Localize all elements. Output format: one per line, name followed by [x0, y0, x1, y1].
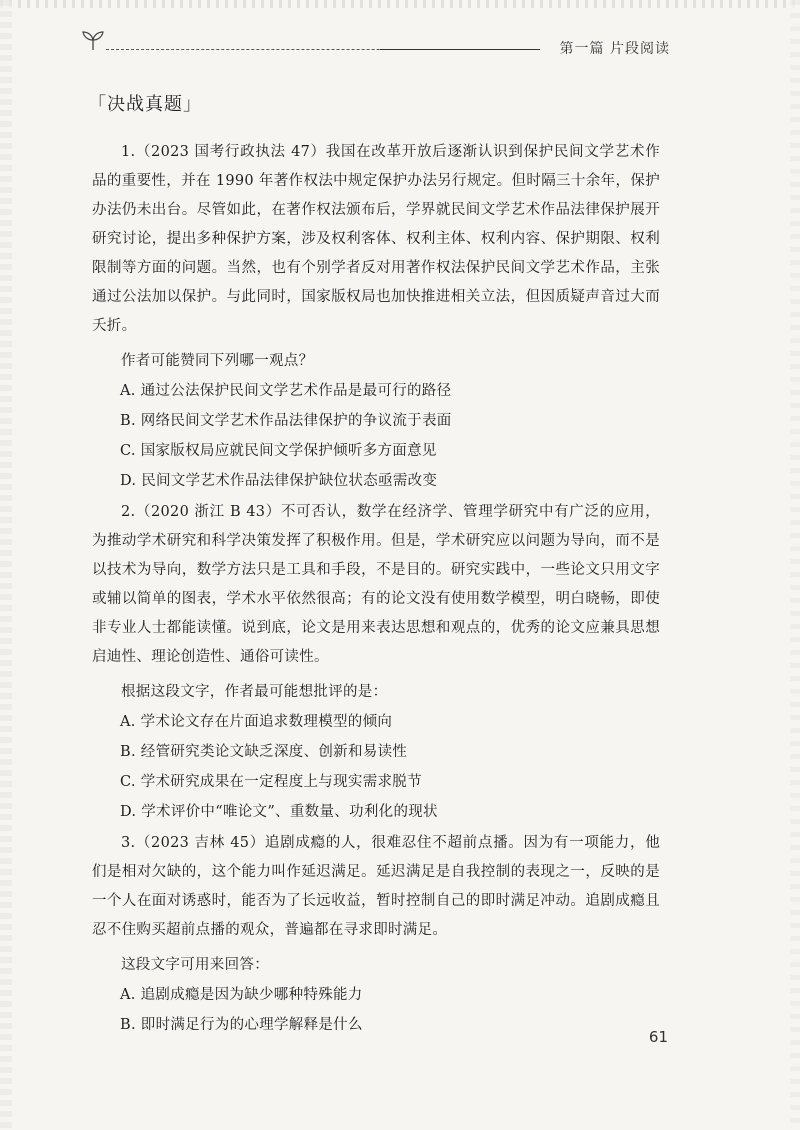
question-passage: 3.（2023 吉林 45）追剧成瘾的人，很难忍住不超前点播。因为有一项能力，他们是相对欠缺的，这个能力叫作延迟满足。延迟满足是自我控制的表现之一，反映的是一个人在面对诱惑时，能否为了长远收益，暂时控制自己的即时满足冲动。追剧成瘾且忍不住购买超前点播的观众，普遍都在寻求即时满足。 — [92, 835, 660, 938]
page-number: 61 — [648, 1028, 668, 1046]
chapter-title: 第一篇 片段阅读 — [559, 41, 670, 57]
question-list — [92, 138, 660, 1042]
option-b: B. 经管研究类论文缺乏深度、创新和易读性 — [120, 744, 408, 760]
question-1 — [92, 138, 660, 496]
question-2 — [92, 498, 660, 827]
section-title: 「决战真题」 — [88, 94, 202, 115]
question-prompt: 这段文字可用来回答： — [121, 957, 269, 973]
option-a: A. 学术论文存在片面追求数理模型的倾向 — [120, 714, 393, 730]
option-b: B. 即时满足行为的心理学解释是什么 — [120, 1017, 363, 1033]
leaf-sprout-icon — [80, 30, 106, 52]
option-d: D. 民间文学艺术作品法律保护缺位状态亟需改变 — [120, 473, 438, 489]
option-a: A. 通过公法保护民间文学艺术作品是最可行的路径 — [120, 383, 452, 399]
option-b: B. 网络民间文学艺术作品法律保护的争议流于表面 — [120, 413, 452, 429]
question-passage: 2.（2020 浙江 B 43）不可否认，数学在经济学、管理学研究中有广泛的应用，为推动学术研究和科学决策发挥了积极作用。但是，学术研究应以问题为导向，而不是以技术为导向，数学方法只是工具和手段，不是目的。研究实践中，一些论文只用文字或辅以简单的图表，学术水平依然很高；有的论文没有使用数学模型，明白晓畅，即使非专业人士都能读懂。说到底，论文是用来表达思想和观点的，优秀的论文应兼具思想启迪性、理论创造性、通俗可读性。 — [92, 504, 660, 665]
question-passage: 1.（2023 国考行政执法 47）我国在改革开放后逐渐认识到保护民间文学艺术作品的重要性，并在 1990 年著作权法中规定保护办法另行规定。但时隔三十余年，保护办法仍未出台。尽管如此，在著作权法颁布后，学界就民间文学艺术作品法律保护展开研究讨论，提出多种保护方案，涉及权利客体、权利主体、权利内容、保护期限、权利限制等方面的问题。当然，也有个别学者反对用著作权法保护民间文学艺术作品，主张通过公法加以保护。与此同时，国家版权局也加快推进相关立法，但因质疑声音过大而夭折。 — [92, 144, 660, 334]
option-d: D. 学术评价中“唯论文”、重数量、功利化的现状 — [120, 804, 438, 820]
header-rule-bold — [380, 49, 540, 50]
question-prompt: 根据这段文字，作者最可能想批评的是： — [121, 684, 388, 700]
option-a: A. 追剧成瘾是因为缺少哪种特殊能力 — [120, 987, 363, 1003]
scan-edge-left — [0, 0, 12, 1130]
option-c: C. 学术研究成果在一定程度上与现实需求脱节 — [120, 774, 422, 790]
question-3 — [92, 829, 660, 1040]
scan-edge-right — [790, 0, 800, 1130]
scan-edge-top — [0, 0, 800, 8]
page-header — [80, 30, 670, 66]
question-prompt: 作者可能赞同下列哪一观点？ — [121, 353, 314, 369]
option-c: C. 国家版权局应就民间文学保护倾听多方面意见 — [120, 443, 437, 459]
